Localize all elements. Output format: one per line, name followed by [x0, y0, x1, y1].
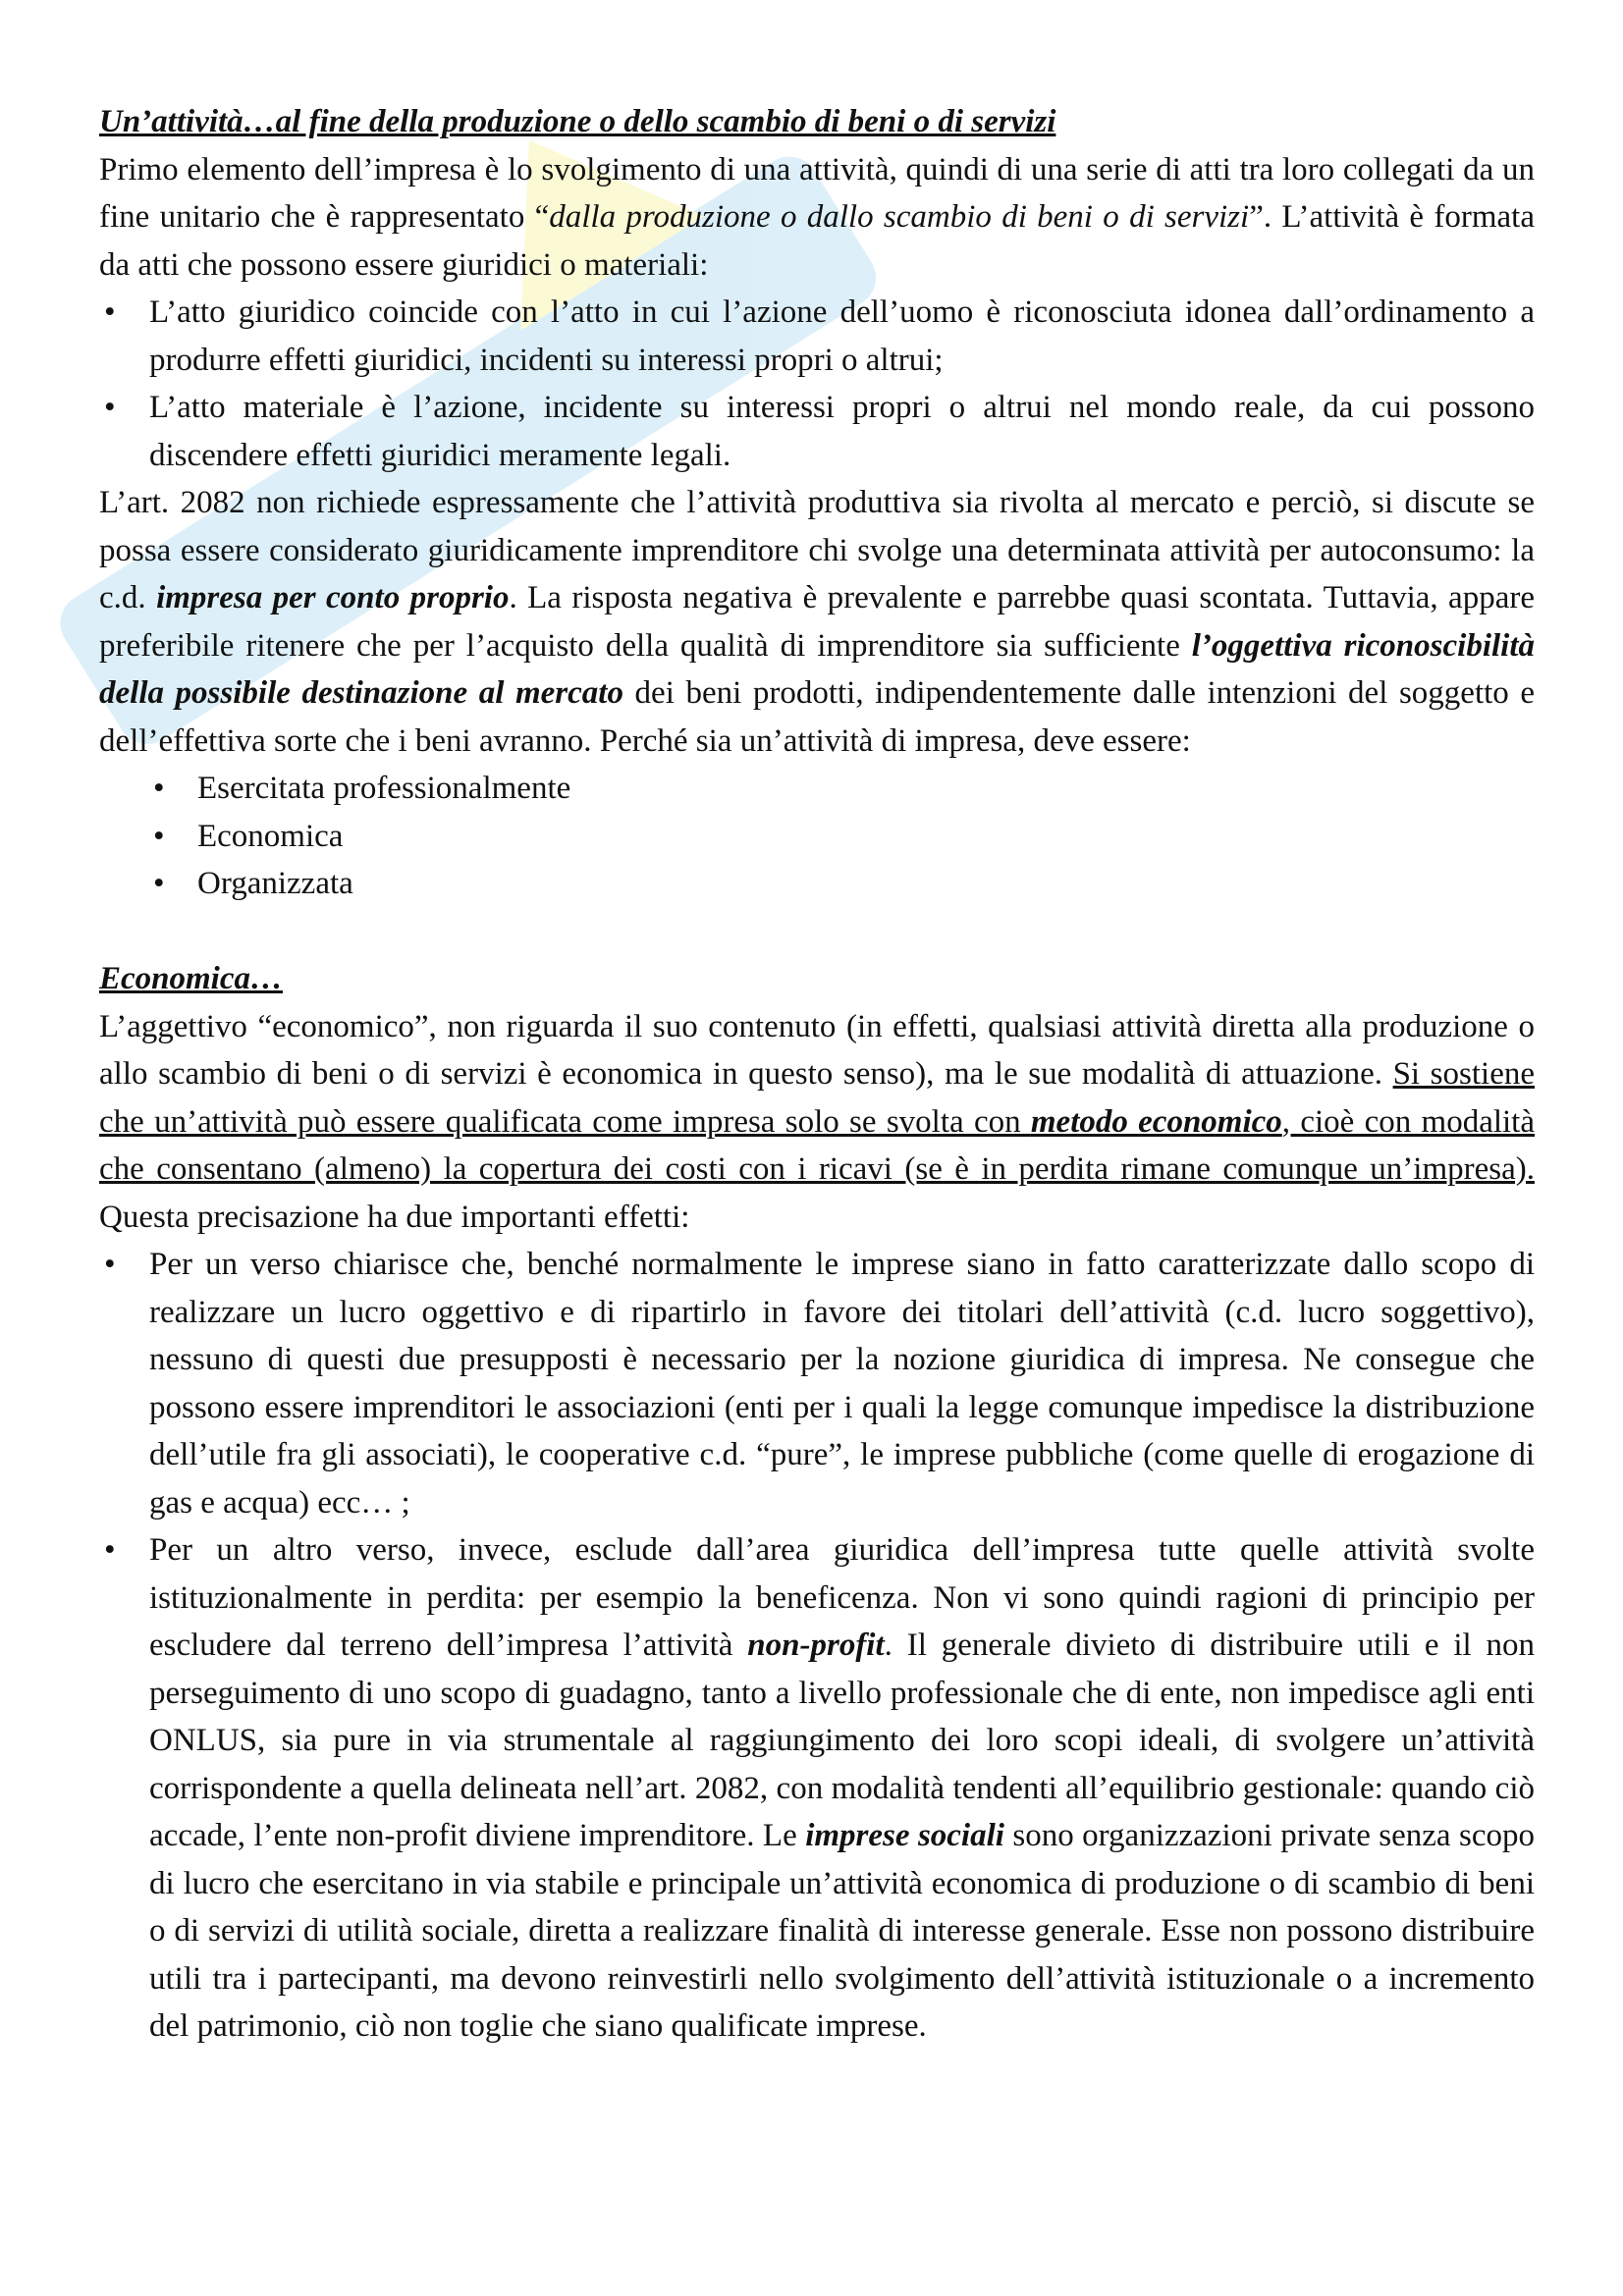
emphasis: impresa per conto proprio	[156, 580, 510, 615]
heading-text: Economica…	[99, 961, 283, 996]
requirements-list	[99, 765, 1535, 908]
list-item: • L’atto materiale è l’azione, incidente su interessi propri o altrui nel mondo reale, da cui possono discendere effetti giuridici meramente legali.	[99, 384, 1535, 479]
list-item: • Organizzata	[99, 860, 1535, 908]
text: dei beni prodotti, indipendentemente dalle intenzioni del soggetto e dell’effettiva sorte che i beni avranno. Perché sia un’attività di impresa, deve essere:	[99, 675, 1536, 759]
underlined-text: Si sostiene che un’attività può essere qualificata come impresa solo se svolta con	[99, 1056, 1535, 1140]
spacer	[99, 908, 1535, 956]
emphasis: imprese sociali	[805, 1818, 1004, 1853]
section-heading	[99, 98, 1535, 146]
text: Primo elemento dell’impresa è lo svolgimento di una attività, quindi di una serie di atti tra loro collegati da un fine unitario che è rappresentato “	[99, 151, 1535, 235]
italic-text: dalla produzione o dallo scambio di beni o di servizi	[549, 199, 1250, 235]
list-item: • Economica	[99, 813, 1535, 861]
document-body	[99, 98, 1535, 2051]
text: . La risposta negativa è prevalente e parrebbe quasi scontata. Tuttavia, appare preferibile ritenere che per l’acquisto della qualità di imprenditore sia sufficiente	[99, 580, 1535, 664]
text: L’aggettivo “economico”, non riguarda il suo contenuto (in effetti, qualsiasi attività diretta alla produzione o allo scambio di beni o di servizi è economica in questo senso), ma le sue modalità di attuazione.	[99, 1008, 1535, 1092]
emphasis: l’oggettiva riconoscibilità della possibile destinazione al mercato	[99, 627, 1535, 711]
text: . Il generale divieto di distribuire utili e il non perseguimento di uno scopo di guadagno, tanto a livello professionale che di ente, non impedisce agli enti ONLUS, sia pure in via strumentale al raggiungimento dei loro scopi ideali, di svolgere un’attività corrispondente a quella delineata nell’art. 2082, con modalità tendenti all’equilibrio gestionale: quando ciò accade, l’ente non-profit diviene imprenditore. Le	[149, 1628, 1535, 1853]
list-item	[99, 1526, 1535, 2051]
paragraph	[99, 146, 1535, 290]
list-item: • L’atto giuridico coincide con l’atto in cui l’azione dell’uomo è riconosciuta idonea dall’ordinamento a produrre effetti giuridici, incidenti su interessi propri o altrui;	[99, 289, 1535, 384]
paragraph	[99, 1003, 1535, 1242]
text: L’art. 2082 non richiede espressamente che l’attività produttiva sia rivolta al mercato e perciò, si discute se possa essere considerato giuridicamente imprenditore chi svolge una determinata attività per autoconsumo: la c.d.	[99, 485, 1535, 615]
section-heading	[99, 955, 1535, 1003]
text: sono organizzazioni private senza scopo di lucro che esercitano in via stabile e principale un’attività economica di produzione o di scambio di beni o di servizi di utilità sociale, diretta a realizzare finalità di interesse generale. Esse non possono distribuire utili tra i partecipanti, ma devono reinvestirli nello svolgimento dell’attività istituzionale o a incremento del patrimonio, ciò non toglie che siano qualificate imprese.	[149, 1818, 1535, 2044]
text: Per un altro verso, invece, esclude dall’area giuridica dell’impresa tutte quelle attività svolte istituzionalmente in perdita: per esempio la beneficenza. Non vi sono quindi ragioni di principio per escludere dal terreno dell’impresa l’attività	[149, 1532, 1535, 1663]
text: ”. L’attività è formata da atti che possono essere giuridici o materiali:	[99, 199, 1535, 283]
paragraph	[99, 479, 1535, 765]
list-item: • Per un verso chiarisce che, benché normalmente le imprese siano in fatto caratterizzate dallo scopo di realizzare un lucro oggettivo e di ripartirlo in favore dei titolari dell’attività (c.d. lucro soggettivo), nessuno di questi due presupposti è necessario per la nozione giuridica di impresa. Ne consegue che possono essere imprenditori le associazioni (enti per i quali la legge comunque impedisce la distribuzione dell’utile fra gli associati), le cooperative c.d. “pure”, le imprese pubbliche (come quelle di erogazione di gas e acqua) ecc… ;	[99, 1241, 1535, 1526]
bullet-list	[99, 289, 1535, 479]
emphasis: non-profit	[747, 1628, 885, 1663]
bullet-list	[99, 1241, 1535, 2051]
heading-text: Un’attività…al fine della produzione o dello scambio di beni o di servizi	[99, 104, 1056, 139]
emphasis: metodo economico	[1030, 1103, 1282, 1140]
list-item: • Esercitata professionalmente	[99, 765, 1535, 813]
underlined-text: , cioè con modalità che consentano (almeno) la copertura dei costi con i ricavi (se è in perdita rimane comunque un’impresa).	[99, 1103, 1535, 1187]
text: Questa precisazione ha due importanti effetti:	[99, 1199, 690, 1235]
